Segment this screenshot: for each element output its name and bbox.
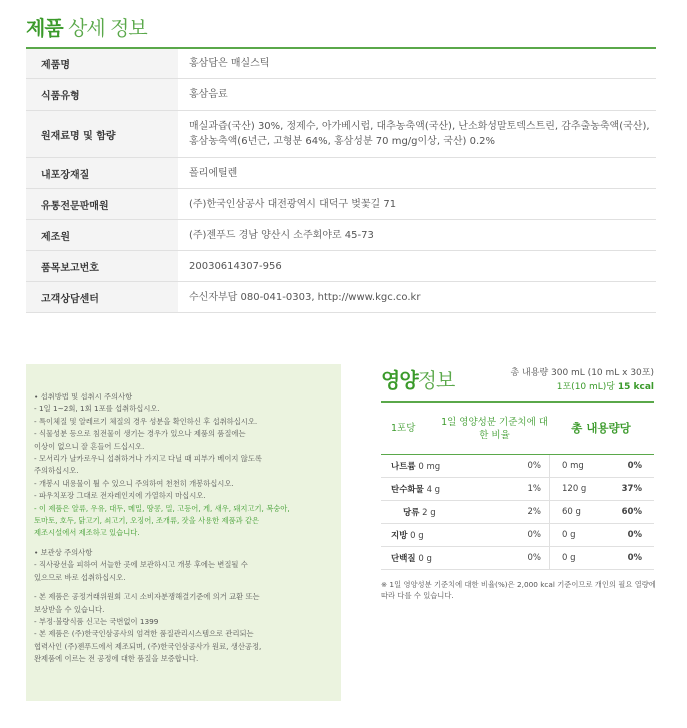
nutrient-amount: 0 mg [418, 462, 441, 472]
nutrient-daily-pct: 0% [527, 553, 541, 563]
info-row-label: 품목보고번호 [26, 251, 178, 281]
nutrient-name [381, 552, 481, 564]
info-row-label: 고객상담센터 [26, 282, 178, 312]
notice-line: 보상받을 수 있습니다. [34, 604, 105, 614]
notice-line: 주의하십시오. [34, 466, 79, 476]
info-row [26, 251, 656, 282]
info-row-value [178, 49, 656, 78]
info-row-value [178, 158, 656, 188]
notice-line: - 모서리가 날카로우니 섭취하거나 가지고 다닐 때 피부가 베이지 않도록 [34, 454, 262, 464]
notice-line: - 개봉시 내용물이 튈 수 있으니 주의하여 천천히 개봉하십시오. [34, 478, 234, 488]
per-serving-label: 1포(10 mL)당 [556, 382, 618, 392]
notice-line: 제조시설에서 제조하고 있습니다. [34, 528, 140, 538]
info-row [26, 220, 656, 251]
nutrient-name [381, 483, 481, 495]
nutrition-title-light: 정보 [417, 368, 455, 392]
nutrient-amount: 4 g [426, 485, 441, 495]
notice-line: - 직사광선을 피하여 서늘한 곳에 보관하시고 개봉 후에는 변질될 수 [34, 560, 248, 570]
header-daily-ratio: 1일 영양성분 기준치에 대한 비율 [441, 416, 548, 441]
info-row-value [178, 251, 656, 281]
page-title [26, 12, 147, 41]
info-row [26, 79, 656, 111]
nutrient-daily-pct: 0% [527, 530, 541, 540]
info-row-value [178, 220, 656, 250]
nutrition-row [381, 501, 654, 524]
page-title-light: 상세 정보 [62, 16, 147, 40]
nutrient-name [381, 460, 481, 472]
nutrient-daily-pct: 2% [527, 507, 541, 517]
info-row-value [178, 79, 656, 110]
notice-line: - 특이체질 및 알레르기 체질의 경우 성분을 확인하신 후 섭취하십시오. [34, 416, 258, 426]
info-row-value [178, 282, 656, 312]
nutrition-row [381, 547, 654, 570]
info-row [26, 189, 656, 220]
notice-line: 협력사인 (주)젠푸드에서 제조되며, (주)한국인삼공사가 원료, 생산공정, [34, 641, 262, 651]
page-title-bold: 제품 [26, 16, 63, 40]
per-serving-kcal [511, 380, 655, 394]
notice-line: 이상이 없으니 잘 흔들어 드십시오. [34, 441, 145, 451]
nutrient-total-pct: 0% [627, 553, 642, 563]
nutrition-title-bold: 영양 [381, 368, 418, 392]
nutrient-daily-pct: 0% [527, 461, 541, 471]
nutrient-amount: 0 g [410, 531, 424, 541]
nutrient-total-amount: 0 mg [549, 455, 604, 477]
nutrient-label: 탄수화물 [391, 485, 424, 495]
caution-notice-box [26, 364, 341, 701]
nutrition-title [381, 364, 454, 393]
header-per-serving: 1포당 [391, 423, 416, 434]
info-value-line: (주)한국인삼공사 대전광역시 대덕구 벚꽃길 71 [189, 198, 397, 210]
info-value-line: 폴리에틸렌 [189, 167, 238, 179]
notice-line: 완제품에 이르는 전 공정에 대한 품질을 보증합니다. [34, 654, 199, 664]
nutrient-label: 나트륨 [391, 462, 416, 472]
info-value-line: 매실과즙(국산) 30%, 정제수, 아가베시럽, 대추농축액(국산), 난소화성말토덱스트린, 감추출농축액(국산), [189, 121, 650, 132]
nutrient-total-pct: 37% [621, 484, 642, 494]
info-row-label: 원재료명 및 함량 [26, 111, 178, 157]
nutrition-footnote: ※ 1일 영양성분 기준치에 대한 비율(%)은 2,000 kcal 기준이므로 개인의 필요 열량에 따라 다를 수 있습니다. [381, 580, 656, 600]
info-row-label: 내포장재질 [26, 158, 178, 188]
info-value-line: 수신자부담 080-041-0303, http://www.kgc.co.kr [189, 291, 421, 303]
notice-line: - 이 제품은 알류, 우유, 대두, 메밀, 땅콩, 밀, 고등어, 게, 새우, 돼지고기, 복숭아, [34, 503, 290, 513]
notice-line: - 본 제품은 공정거래위원회 고시 소비자분쟁해결기준에 의거 교환 또는 [34, 592, 260, 602]
info-row [26, 49, 656, 79]
info-value-line: 20030614307-956 [189, 260, 282, 272]
nutrient-total-pct: 0% [627, 461, 642, 471]
kcal-value: 15 kcal [617, 382, 654, 392]
nutrient-name [381, 506, 481, 518]
notice-line: - 본 제품은 (주)한국인삼공사의 엄격한 품질관리시스템으로 관리되는 [34, 629, 254, 639]
info-row-label: 제조원 [26, 220, 178, 250]
info-row [26, 158, 656, 189]
nutrient-total-amount: 0 g [549, 524, 604, 546]
notice-spacer [34, 540, 331, 547]
nutrient-total-pct: 0% [627, 530, 642, 540]
nutrient-total-amount: 60 g [549, 501, 604, 523]
info-row-label: 제품명 [26, 49, 178, 78]
nutrient-daily-pct: 1% [527, 484, 541, 494]
info-value-line: 홍삼농축액(6년근, 고형분 64%, 홍삼성분 70 mg/g이상, 국산) 0.2% [189, 136, 495, 147]
total-content: 총 내용량 300 mL (10 mL x 30포) [510, 368, 654, 378]
info-row [26, 111, 656, 158]
info-value-line: 홍삼음료 [189, 89, 228, 100]
nutrient-total-amount: 0 g [549, 547, 604, 569]
notice-line: - 파우치포장 그대로 전자레인지에 가열하지 마십시오. [34, 491, 206, 501]
nutrition-row [381, 478, 654, 501]
nutrition-table [381, 401, 654, 570]
info-row [26, 282, 656, 313]
nutrient-label: 단백질 [391, 554, 416, 564]
notice-line: - 부정·불량식품 신고는 국번없이 1399 [34, 616, 159, 626]
notice-line: • 보관상 주의사항 [34, 547, 93, 557]
info-value-line: (주)젠푸드 경남 양산시 소주회야로 45-73 [189, 229, 374, 241]
header-total: 총 내용량당 [571, 421, 631, 435]
nutrient-amount: 2 g [422, 508, 436, 518]
nutrition-total [511, 366, 655, 394]
info-row-label: 식품유형 [26, 79, 178, 110]
notice-line: 토마토, 호두, 닭고기, 쇠고기, 오징어, 조개류, 잣을 사용한 제품과 같은 [34, 516, 260, 526]
nutrient-total-amount: 120 g [549, 478, 604, 500]
notice-line: 있으므로 바로 섭취하십시오. [34, 572, 126, 582]
nutrition-table-header [381, 403, 654, 455]
notice-spacer [34, 584, 331, 591]
notice-line: - 식물성분 등으로 침전물이 생기는 경우가 있으나 제품의 품질에는 [34, 429, 246, 439]
info-value-line: 홍삼담은 매실스틱 [189, 58, 270, 69]
info-row-value [178, 189, 656, 219]
nutrient-name [381, 529, 481, 541]
nutrition-row [381, 524, 654, 547]
notice-line: - 1일 1~2회, 1회 1포를 섭취하십시오. [34, 404, 160, 414]
notice-line: • 섭취방법 및 섭취시 주의사항 [34, 392, 133, 401]
info-row-value [178, 111, 656, 157]
info-row-label: 유통전문판매원 [26, 189, 178, 219]
product-info-table [26, 47, 656, 313]
nutrition-rows [381, 455, 654, 570]
nutrient-label: 당류 [403, 508, 420, 518]
nutrient-amount: 0 g [418, 554, 432, 564]
nutrient-total-pct: 60% [621, 507, 642, 517]
nutrition-row [381, 455, 654, 478]
nutrient-label: 지방 [391, 531, 408, 541]
